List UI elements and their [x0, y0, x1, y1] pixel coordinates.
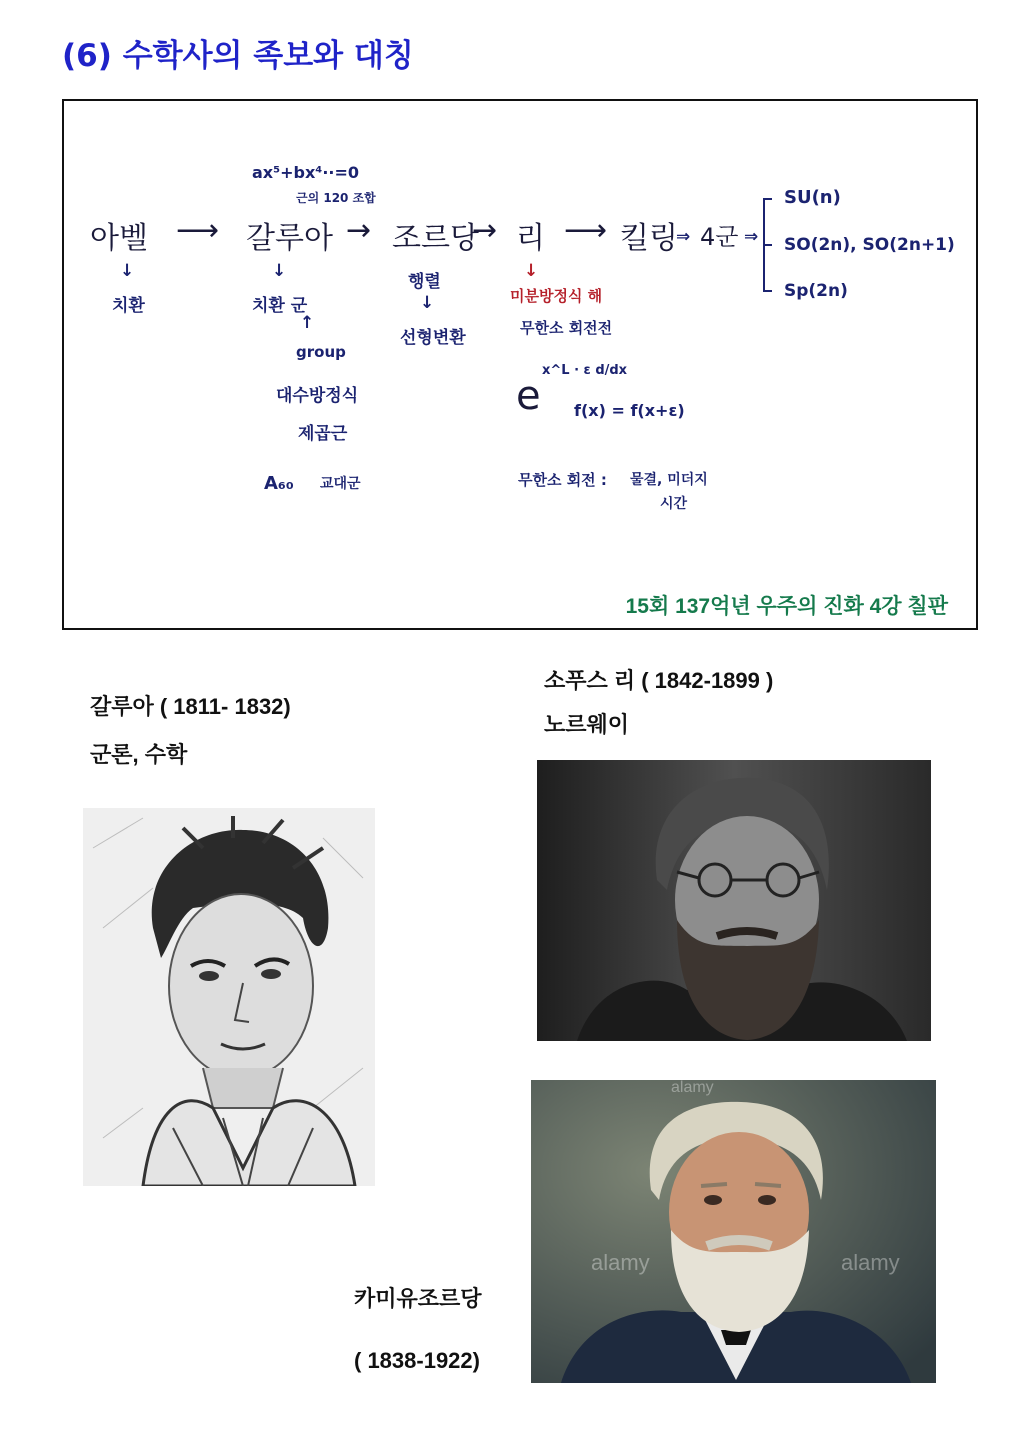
flow-four-groups: 4군: [700, 223, 739, 251]
galois-line4: 제곱근: [298, 424, 348, 444]
jordan-line1: 행렬: [408, 272, 441, 292]
watermark-text-1: alamy: [591, 1250, 650, 1275]
equation-sub: 근의 120 조합: [296, 191, 376, 205]
lie-down-arrow: ↓: [524, 261, 539, 281]
watermark-text-3: alamy: [671, 1080, 714, 1096]
flow-galois: 갈루아: [246, 221, 333, 256]
lie-formula-e: e: [516, 373, 541, 419]
lie-formula-exponent: x^L · ε d/dx: [542, 363, 628, 378]
lie-country-label: 노르웨이: [544, 712, 630, 737]
flow-arrow-3: →: [472, 213, 498, 248]
page-title: (6) 수학사의 족보와 대칭: [62, 38, 414, 74]
lie-portrait: [537, 760, 931, 1041]
groups-bracket: [758, 195, 778, 295]
galois-name-label: 갈루아 ( 1811- 1832): [90, 694, 291, 719]
blackboard-image: [62, 99, 978, 630]
jordan-portrait: [531, 1080, 936, 1383]
flow-arrow-1: ⟶: [176, 213, 220, 248]
jordan-name-label: 카미유조르당: [354, 1286, 482, 1311]
flow-killing: 킬링: [620, 221, 678, 256]
galois-line2: group: [296, 343, 346, 361]
group-so: SO(2n), SO(2n+1): [784, 235, 955, 255]
lie-line3b: 물결, 미더지: [630, 472, 708, 488]
galois-up-arrow: ↑: [300, 313, 315, 333]
flow-lie: 리: [516, 221, 545, 256]
jordan-down-arrow: ↓: [420, 293, 435, 313]
jordan-line2: 선형변환: [400, 328, 466, 348]
flow-jordan: 조르당: [392, 221, 479, 256]
flow-arrow-6: ⇒: [744, 227, 759, 247]
equation-top: ax⁵+bx⁴··=0: [252, 163, 360, 182]
lie-formula-main: f(x) = f(x+ε): [574, 401, 685, 420]
flow-arrow-4: ⟶: [564, 213, 608, 248]
abel-sub: 치환: [112, 296, 145, 316]
galois-field-label: 군론, 수학: [90, 742, 188, 767]
group-sp: Sp(2n): [784, 281, 848, 301]
board-caption: 15회 137억년 우주의 진화 4강 칠판: [625, 595, 948, 618]
watermark-text-2: alamy: [841, 1250, 900, 1275]
galois-line3: 대수방정식: [276, 386, 359, 406]
galois-a60: A₆₀: [264, 473, 294, 494]
flow-arrow-5: ⇒: [676, 227, 691, 247]
galois-a60-label: 교대군: [320, 476, 361, 492]
flow-arrow-2: →: [346, 213, 372, 248]
lie-line2: 무한소 회전전: [520, 319, 613, 337]
galois-portrait: [83, 808, 375, 1186]
galois-down-arrow: ↓: [272, 261, 287, 281]
jordan-years-label: ( 1838-1922): [354, 1348, 480, 1373]
lie-line3c: 시간: [660, 496, 688, 512]
lie-line3: 무한소 회전 :: [518, 471, 607, 489]
lie-line1: 미분방정식 해: [510, 287, 603, 305]
galois-line1: 치환 군: [252, 296, 308, 316]
flow-abel: 아벨: [90, 221, 148, 256]
abel-down-arrow: ↓: [120, 261, 135, 281]
group-su: SU(n): [784, 187, 841, 208]
lie-name-label: 소푸스 리 ( 1842-1899 ): [544, 668, 774, 693]
